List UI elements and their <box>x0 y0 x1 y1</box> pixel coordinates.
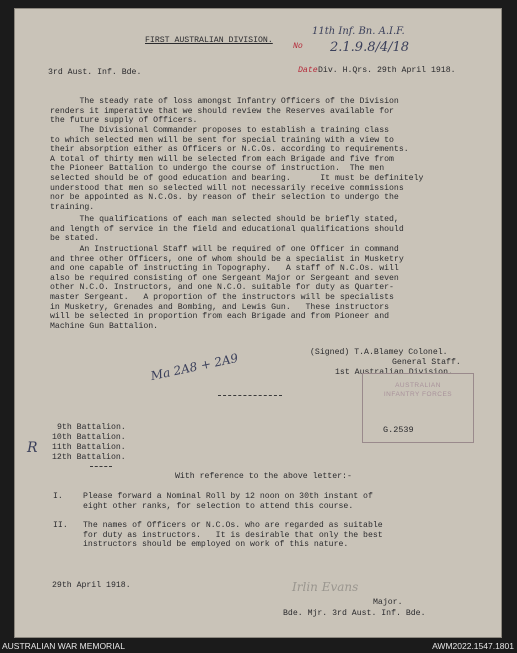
footer-accession: AWM2022.1547.1801 <box>432 641 514 651</box>
instruction-number-2: II. <box>53 521 68 530</box>
from-unit: 3rd Aust. Inf. Bde. <box>48 68 142 77</box>
body-paragraph-3: The qualifications of each man selected should be briefly stated, and length of service in the field and educational qualifications should be stated. <box>50 215 404 244</box>
date-label: Date <box>298 66 318 75</box>
signed-division: 1st Australian Division. <box>335 368 453 377</box>
distribution-item: 11th Battalion. <box>52 443 126 452</box>
divider-line <box>218 395 282 396</box>
archive-footer <box>0 640 517 653</box>
reference-heading: With reference to the above letter:- <box>175 472 352 481</box>
signed-staff: General Staff. <box>392 358 461 367</box>
stamp-number: G.2539 <box>383 425 414 435</box>
division-heading: FIRST AUSTRALIAN DIVISION. <box>145 36 273 45</box>
closing-signature: Irlin Evans <box>292 580 359 594</box>
distribution-item: 10th Battalion. <box>52 433 126 442</box>
instruction-text-1: Please forward a Nominal Roll by 12 noon on 30th instant of eight other ranks, for selection to attend this course. <box>83 492 373 511</box>
distribution-underline <box>90 466 112 467</box>
number-label: No <box>293 42 303 51</box>
instruction-text-2: The names of Officers or N.C.Os. who are regarded as suitable for duty as instructors. It is desirable that only the best instructors should be employed on work of this nature. <box>83 521 383 550</box>
closing-date: 29th April 1918. <box>52 581 131 590</box>
stamp-line-2: INFANTRY FORCES <box>383 391 453 398</box>
margin-mark: R <box>27 440 38 456</box>
body-paragraph-1: The steady rate of loss amongst Infantry Officers of the Division renders it imperative that we should review the Reserves available for the future supply of Officers. <box>50 97 399 126</box>
unit-handwritten: 11th Inf. Bn. A.I.F. <box>312 26 405 37</box>
body-paragraph-2: The Divisional Commander proposes to establish a training class to which selected men will be sent for special training with a view to their absorption either as Officers or N.C.Os. according to requirements. A total of thirty men will be selected from each Brigade and five from the Pioneer Battalion to undergo the course of instruction. The men selected should be of good education and bearing. It must be definitely understood that men so selected will not necessarily receive commissions nor be appointed as N.C.Os. by reason of their selection to undergo the training. <box>50 126 424 212</box>
closing-title: Bde. Mjr. 3rd Aust. Inf. Bde. <box>283 609 426 618</box>
registry-stamp <box>362 373 474 443</box>
closing-rank: Major. <box>373 598 403 607</box>
date-value: Div. H.Qrs. 29th April 1918. <box>318 66 456 75</box>
number-handwritten: 2.1.9.8/4/18 <box>330 40 410 55</box>
distribution-item: 9th Battalion. <box>57 423 126 432</box>
body-paragraph-4: An Instructional Staff will be required of one Officer in command and three other Officers, one of whom should be a specialist in Musketry and one capable of instructing in Topography. A staff of N.C.Os. will also be required consisting of one Sergeant Major or Sergeant and seven other N.C.O. Instructors, and one N.C.O. suitable for duty as Quarter- master Sergeant. A proportion of the instructors will be specialists in Musketry, Grenades and Bombing, and Lewis Gun. These instructors will be selected in proportion from each Brigade and from Pioneer and Machine Gun Battalion. <box>50 245 404 331</box>
handwritten-annotation: Ma 2A8 + 2A9 <box>149 350 240 384</box>
instruction-number-1: I. <box>53 492 63 501</box>
stamp-line-1: AUSTRALIAN <box>395 382 441 389</box>
signed-line: (Signed) T.A.Blamey Colonel. <box>310 348 448 357</box>
footer-institution: AUSTRALIAN WAR MEMORIAL <box>2 641 125 651</box>
distribution-item: 12th Battalion. <box>52 453 126 462</box>
